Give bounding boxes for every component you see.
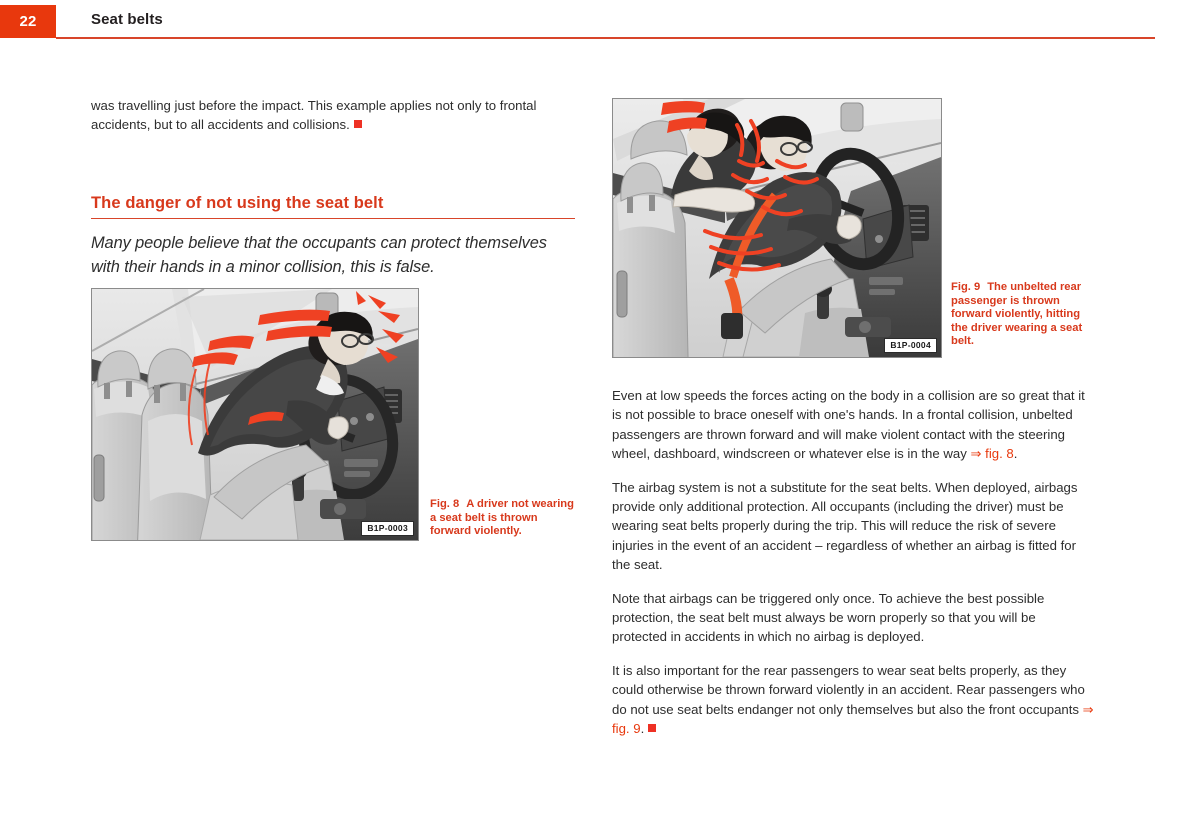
figure-fig8-image (91, 288, 419, 541)
section-heading: The danger of not using the seat belt (91, 193, 384, 212)
paragraph-text: . (640, 721, 645, 737)
paragraph-text: It is also important for the rear passengers to wear seat belts properly, as they could otherwise be thrown forward violently in an accident. Rear passengers who do not use seat belts endanger not only themselves but also the front occupants (612, 662, 1085, 717)
body-paragraph (612, 386, 1094, 464)
cross-reference-link[interactable]: ⇒ fig. 8 (970, 446, 1014, 462)
continued-paragraph-text: was travelling just before the impact. This example applies not only to frontal accidents, but to all accidents and collisions. (91, 98, 537, 133)
figure-fig9-label: Fig. 9 (951, 281, 981, 293)
end-of-section-marker-icon (354, 120, 362, 128)
paragraph-text: Even at low speeds the forces acting on the body in a collision are so great that it is not possible to brace oneself with one's hands. In a frontal collision, unbelted passengers are thrown forward and will make violent contact with the steering wheel, dashboard, windscreen or whatever else is in the way (612, 388, 1085, 462)
figure-fig9-image (612, 98, 942, 358)
body-paragraph (612, 661, 1094, 739)
right-column (612, 386, 1094, 753)
paragraph-text: Note that airbags can be triggered only once. To achieve the best possible protection, the seat belt must always be worn properly so that you will be protected in accidents in which no airbag is deployed. (612, 590, 1045, 645)
figure-fig9-caption-text: The unbelted rear passenger is thrown forward violently, hitting the driver wearing a seat belt. (951, 281, 1083, 348)
header-rule (56, 37, 1155, 39)
figure-fig9-photo-code: B1P-0004 (884, 338, 937, 353)
end-of-section-marker-icon (648, 724, 656, 732)
section-heading-rule (91, 218, 575, 220)
figure-fig9-caption (951, 281, 1097, 349)
page-title: Seat belts (91, 11, 163, 28)
figure-fig8-caption-text: A driver not wearing a seat belt is thrown forward violently. (430, 498, 574, 538)
body-paragraph (612, 478, 1094, 575)
continued-paragraph (91, 96, 575, 135)
body-paragraph (612, 589, 1094, 647)
left-column (91, 96, 575, 279)
paragraph-text: The airbag system is not a substitute for the seat belts. When deployed, airbags provide only additional protection. All occupants (including the driver) must be wearing seat belts properly during the trip. This will reduce the risk of severe injuries in the event of an accident – regardless of whether an airbag is fitted for the seat. (612, 479, 1078, 573)
fig9-illustration (613, 99, 941, 357)
lead-paragraph: Many people believe that the occupants can protect themselves with their hands in a minor collision, this is false. (91, 234, 547, 277)
figure-fig8-label: Fig. 8 (430, 498, 460, 510)
fig8-illustration (92, 289, 418, 540)
cross-reference-link[interactable]: ⇒ fig. 9 (612, 701, 1094, 737)
page-number: 22 (19, 13, 37, 30)
paragraph-text: . (1013, 446, 1018, 462)
figure-fig8-caption (430, 498, 580, 539)
figure-fig8-photo-code: B1P-0003 (361, 521, 414, 536)
page-header (0, 0, 1191, 46)
